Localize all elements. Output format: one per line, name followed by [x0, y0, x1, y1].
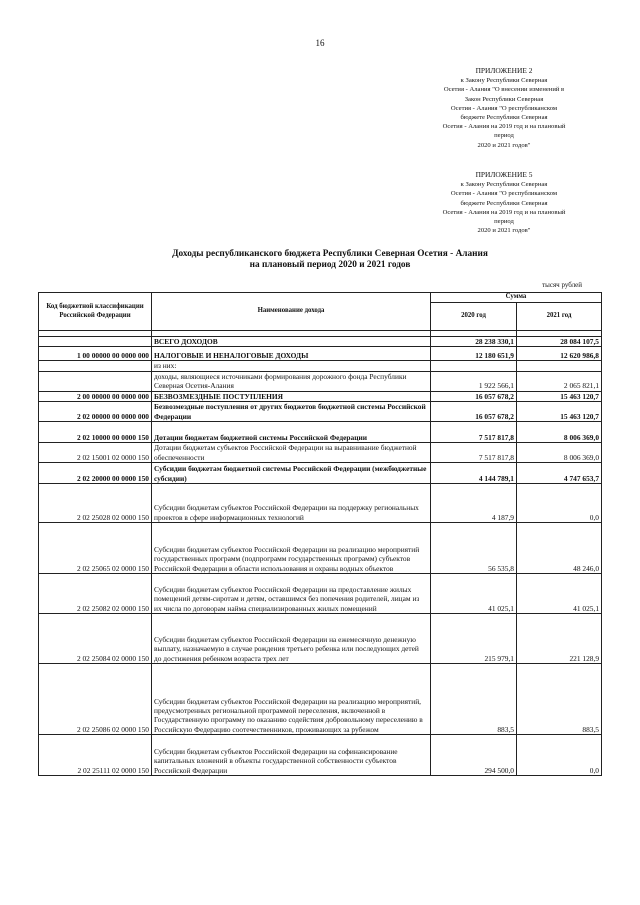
- header-2021: 2021 год: [517, 303, 602, 331]
- table-row: [39, 573, 602, 613]
- row-name: ВСЕГО ДОХОДОВ: [152, 337, 431, 347]
- row-value-2020: 28 238 330,1: [431, 337, 517, 347]
- row-value-2021: 0,0: [517, 734, 602, 775]
- row-name: Субсидии бюджетам субъектов Российской Федерации на предоставление жилых помещений детям-сиротам и детям, оставшимся без попечения родителей, лицам из их числа по договорам найма специализированных жилых помещений: [152, 573, 431, 613]
- table-row: [39, 361, 602, 371]
- header-code: Код бюджетной классификации Российской Федерации: [39, 293, 152, 331]
- row-name: НАЛОГОВЫЕ И НЕНАЛОГОВЫЕ ДОХОДЫ: [152, 347, 431, 361]
- row-code: 2 02 10000 00 0000 150: [39, 421, 152, 442]
- appendix-2-line: Осетия - Алания "О республиканском: [450, 104, 558, 112]
- row-value-2020: 16 057 678,2: [431, 391, 517, 401]
- page-number: 16: [315, 38, 325, 48]
- row-name: БЕЗВОЗМЕЗДНЫЕ ПОСТУПЛЕНИЯ: [152, 391, 431, 401]
- row-code: [39, 371, 152, 391]
- appendix-2-line: бюджете Республики Северная: [460, 114, 548, 122]
- row-name: Субсидии бюджетам субъектов Российской Федерации на реализацию мероприятий, предусмотренных региональной программой переселения, включенной в Государственную программу по оказанию содействия добровольному переселению в Российскую Федерацию соотечественников, проживающих за рубежом: [152, 663, 431, 734]
- appendix-2-line: 2020 и 2021 годов": [477, 141, 531, 149]
- row-name: Безвозмездные поступления от других бюджетов бюджетной системы Российской Федерации: [152, 401, 431, 421]
- table-row: [39, 734, 602, 775]
- row-name: из них:: [152, 361, 431, 371]
- row-value-2020: 4 187,9: [431, 483, 517, 522]
- unit-label: тысяч рублей: [542, 281, 582, 289]
- row-value-2021: 8 006 369,0: [517, 421, 602, 442]
- row-name: доходы, являющиеся источниками формирования дорожного фонда Республики Северная Осетия-Алания: [152, 371, 431, 391]
- appendix-5-line: бюджете Республики Северная: [460, 199, 548, 207]
- appendix-5-heading: ПРИЛОЖЕНИЕ 5: [475, 170, 533, 179]
- table-body: [39, 337, 602, 776]
- appendix-2-line: Закон Республики Северная: [464, 95, 544, 103]
- header-sum: Сумма: [431, 293, 602, 303]
- row-value-2021: 48 246,0: [517, 522, 602, 573]
- row-name: Субсидии бюджетам субъектов Российской Федерации на ежемесячную денежную выплату, назначаемую в случае рождения третьего ребенка или последующих детей до достижения ребенком возраста трех лет: [152, 613, 431, 663]
- row-code: 2 02 15001 02 0000 150: [39, 442, 152, 462]
- title-line-2: на плановый период 2020 и 2021 годов: [249, 260, 411, 270]
- row-code: 2 02 00000 00 0000 000: [39, 401, 152, 421]
- table-row: [39, 337, 602, 347]
- header-name: Наименование дохода: [152, 293, 431, 331]
- table-row: [39, 462, 602, 483]
- row-value-2020: 215 979,1: [431, 613, 517, 663]
- row-value-2021: 8 006 369,0: [517, 442, 602, 462]
- table-row: [39, 442, 602, 462]
- row-code: 2 02 25084 02 0000 150: [39, 613, 152, 663]
- row-code: 2 02 25065 02 0000 150: [39, 522, 152, 573]
- appendix-5-line: 2020 и 2021 годов": [477, 227, 531, 235]
- appendix-5-line: Осетия - Алания "О республиканском: [450, 190, 558, 198]
- row-value-2021: 883,5: [517, 663, 602, 734]
- row-value-2021: [517, 361, 602, 371]
- row-code: 2 00 00000 00 0000 000: [39, 391, 152, 401]
- row-value-2020: [431, 361, 517, 371]
- appendix-5-line: к Закону Республики Северная: [460, 181, 548, 189]
- title-line-1: Доходы республиканского бюджета Республики Северная Осетия - Алания: [172, 249, 488, 259]
- row-value-2021: 0,0: [517, 483, 602, 522]
- row-value-2020: 1 922 566,1: [431, 371, 517, 391]
- table-row: [39, 401, 602, 421]
- appendix-5-line: период: [494, 218, 514, 226]
- row-value-2020: 56 535,8: [431, 522, 517, 573]
- row-value-2021: 28 084 107,5: [517, 337, 602, 347]
- row-name: Субсидии бюджетам субъектов Российской Федерации на софинансирование капитальных вложений в объекты государственной собственности субъектов Российской Федерации: [152, 734, 431, 775]
- row-code: 2 02 25082 02 0000 150: [39, 573, 152, 613]
- appendix-2-heading: ПРИЛОЖЕНИЕ 2: [475, 66, 533, 75]
- row-code: 2 02 25111 02 0000 150: [39, 734, 152, 775]
- row-name: Субсидии бюджетам бюджетной системы Российской Федерации (межбюджетные субсидии): [152, 462, 431, 483]
- table-row: [39, 371, 602, 391]
- row-value-2021: 15 463 120,7: [517, 391, 602, 401]
- table-row: [39, 483, 602, 522]
- row-value-2020: 294 500,0: [431, 734, 517, 775]
- row-value-2020: 41 025,1: [431, 573, 517, 613]
- appendix-5-block: [418, 170, 590, 235]
- row-code: 2 02 25028 02 0000 150: [39, 483, 152, 522]
- table-row: [39, 522, 602, 573]
- appendix-2-block: [418, 66, 590, 150]
- row-value-2020: 7 517 817,8: [431, 421, 517, 442]
- table-row: [39, 421, 602, 442]
- table-row: [39, 663, 602, 734]
- row-value-2020: 12 180 651,9: [431, 347, 517, 361]
- row-value-2020: 4 144 789,1: [431, 462, 517, 483]
- appendix-2-line: Осетия - Алания на 2019 год и на плановый: [442, 123, 566, 131]
- row-name: Дотации бюджетам субъектов Российской Федерации на выравнивание бюджетной обеспеченности: [152, 442, 431, 462]
- table-row: [39, 391, 602, 401]
- table-row: [39, 347, 602, 361]
- row-code: 2 02 20000 00 0000 150: [39, 462, 152, 483]
- row-name: Субсидии бюджетам субъектов Российской Федерации на реализацию мероприятий государственных программ (подпрограмм государственных программ) субъектов Российской Федерации в области использования и охраны водных объектов: [152, 522, 431, 573]
- appendix-5-line: Осетия - Алания на 2019 год и на плановый: [442, 208, 566, 216]
- row-value-2020: 16 057 678,2: [431, 401, 517, 421]
- row-name: Дотации бюджетам бюджетной системы Российской Федерации: [152, 421, 431, 442]
- appendix-2-line: период: [494, 132, 514, 140]
- row-name: Субсидии бюджетам субъектов Российской Федерации на поддержку региональных проектов в сфере информационных технологий: [152, 483, 431, 522]
- appendix-2-line: Осетия - Алания "О внесении изменений в: [443, 86, 565, 94]
- table-row: [39, 613, 602, 663]
- row-value-2021: 12 620 986,8: [517, 347, 602, 361]
- row-value-2020: 883,5: [431, 663, 517, 734]
- document-title: [60, 249, 600, 271]
- row-code: [39, 361, 152, 371]
- row-value-2021: 15 463 120,7: [517, 401, 602, 421]
- row-code: 1 00 00000 00 0000 000: [39, 347, 152, 361]
- row-code: [39, 337, 152, 347]
- row-value-2021: 41 025,1: [517, 573, 602, 613]
- row-value-2021: 221 128,9: [517, 613, 602, 663]
- header-2020: 2020 год: [431, 303, 517, 331]
- row-value-2020: 7 517 817,8: [431, 442, 517, 462]
- row-value-2021: 4 747 653,7: [517, 462, 602, 483]
- row-code: 2 02 25086 02 0000 150: [39, 663, 152, 734]
- revenue-table: [38, 292, 602, 776]
- row-value-2021: 2 065 821,1: [517, 371, 602, 391]
- appendix-2-line: к Закону Республики Северная: [460, 77, 548, 85]
